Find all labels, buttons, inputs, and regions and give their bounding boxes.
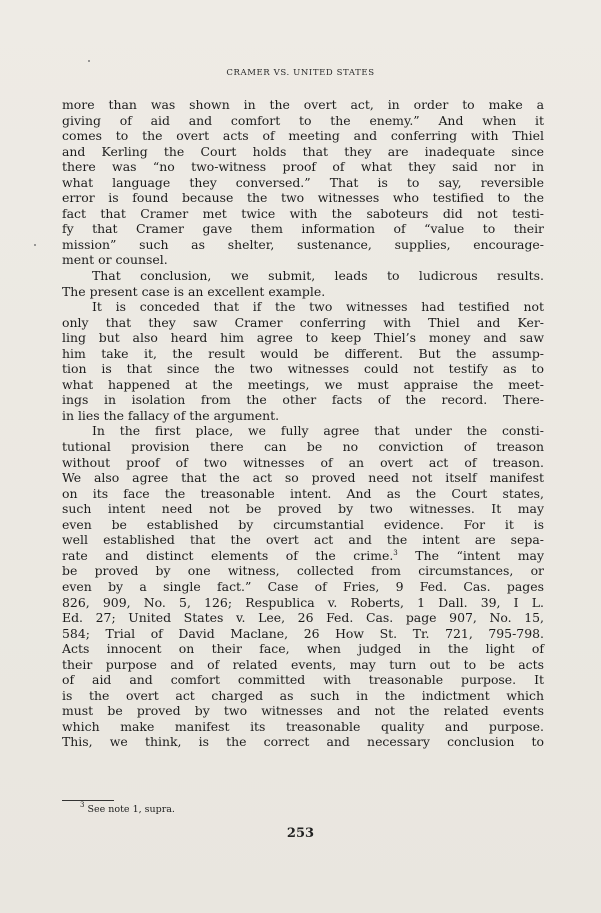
text-line-content: Ed. 27; United States v. Lee, 26 Fed. Cas. page 907, No. 15, bbox=[62, 610, 544, 626]
text-line bbox=[62, 392, 544, 408]
text-line bbox=[62, 315, 544, 331]
text-line-content: 584; Trial of David Maclane, 26 How St. Tr. 721, 795-798. bbox=[62, 625, 544, 641]
scan-speck bbox=[34, 244, 36, 246]
text-line-content: only that they saw Cramer conferring with Thiel and Ker- bbox=[62, 314, 544, 330]
text-line-content: fact that Cramer met twice with the saboteurs did not testi- bbox=[62, 205, 544, 221]
text-line-content: be proved by one witness, collected from circumstances, or bbox=[62, 563, 544, 579]
text-line-content: what happened at the meetings, we must appraise the meet- bbox=[62, 376, 544, 392]
text-line bbox=[62, 330, 544, 346]
text-line bbox=[62, 175, 544, 191]
text-line bbox=[62, 610, 544, 626]
text-line bbox=[62, 517, 544, 533]
text-line-content: We also agree that the act so proved need not itself manifest bbox=[62, 470, 544, 486]
text-line-content: comes to the overt acts of meeting and conferring with Thiel bbox=[62, 128, 544, 144]
text-line bbox=[62, 703, 544, 719]
text-line-content: even be established by circumstantial evidence. For it is bbox=[62, 516, 544, 532]
text-line-content: more than was shown in the overt act, in order to make a bbox=[62, 97, 544, 112]
text-line-content: which make manifest its treasonable quality and purpose. bbox=[62, 718, 544, 734]
text-line-content: tutional provision there can be no conviction of treason bbox=[62, 439, 544, 455]
text-line bbox=[62, 423, 544, 439]
text-line-content: 826, 909, No. 5, 126; Respublica v. Roberts, 1 Dall. 39, I L. bbox=[62, 594, 544, 610]
text-line-content: on its face the treasonable intent. And as the Court states, bbox=[62, 485, 544, 501]
footnote-marker: 3 bbox=[80, 801, 85, 809]
text-line-content: what language they conversed.” That is to say, reversible bbox=[62, 174, 544, 190]
text-line-content: of aid and comfort committed with treasonable purpose. It bbox=[62, 672, 544, 688]
text-line bbox=[62, 672, 544, 688]
footnote-reference: 3 bbox=[393, 548, 398, 557]
body-text bbox=[62, 97, 544, 750]
running-head: CRAMER VS. UNITED STATES bbox=[226, 68, 375, 78]
text-line-content: is the overt act charged as such in the indictment which bbox=[62, 687, 544, 703]
text-line-content: This, we think, is the correct and necessary conclusion to bbox=[62, 734, 544, 750]
text-line bbox=[62, 144, 544, 160]
footnote bbox=[80, 801, 175, 815]
text-line bbox=[62, 377, 544, 393]
text-line bbox=[62, 470, 544, 486]
text-line bbox=[62, 206, 544, 222]
text-line bbox=[62, 346, 544, 362]
text-line bbox=[62, 284, 544, 300]
text-line-content: must be proved by two witnesses and not the related events bbox=[62, 703, 544, 719]
text-line-content: mission” such as shelter, sustenance, supplies, encourage- bbox=[62, 236, 544, 252]
text-line bbox=[62, 439, 544, 455]
text-line-content: giving of aid and comfort to the enemy.” And when it bbox=[62, 112, 544, 128]
text-line-content: even by a single fact.” Case of Fries, 9 Fed. Cas. pages bbox=[62, 578, 544, 594]
text-line bbox=[62, 159, 544, 175]
text-line bbox=[62, 268, 544, 284]
text-line-content: there was “no two-witness proof of what they said nor in bbox=[62, 159, 544, 175]
text-line-content: their purpose and of related events, may turn out to be acts bbox=[62, 656, 544, 672]
text-line bbox=[62, 361, 544, 377]
text-line-content: well established that the overt act and the intent are sepa- bbox=[62, 532, 544, 548]
text-line bbox=[62, 579, 544, 595]
text-line bbox=[62, 221, 544, 237]
text-line-content: tion is that since the two witnesses could not testify as to bbox=[62, 361, 544, 377]
text-line-content: It is conceded that if the two witnesses had testified not bbox=[92, 299, 544, 315]
text-line bbox=[62, 299, 544, 315]
text-line-content: That conclusion, we submit, leads to ludicrous results. bbox=[92, 268, 544, 284]
text-line-content: such intent need not be proved by two witnesses. It may bbox=[62, 501, 544, 517]
text-line bbox=[62, 734, 544, 750]
text-line-continuation: The “intent may bbox=[397, 547, 544, 563]
text-line bbox=[62, 595, 544, 611]
text-line bbox=[62, 626, 544, 642]
text-line bbox=[62, 455, 544, 471]
scan-speck bbox=[88, 60, 90, 62]
text-line bbox=[62, 563, 544, 579]
text-line bbox=[62, 190, 544, 206]
text-line bbox=[62, 252, 544, 268]
text-line bbox=[62, 408, 544, 424]
text-line bbox=[62, 486, 544, 502]
text-line-content: ings in isolation from the other facts of the record. There- bbox=[62, 392, 544, 408]
text-line bbox=[62, 657, 544, 673]
text-line-content: ment or counsel. bbox=[62, 252, 168, 268]
footnote-rule bbox=[62, 800, 114, 801]
text-line-content: In the first place, we fully agree that under the consti- bbox=[92, 423, 544, 439]
text-line bbox=[62, 641, 544, 657]
text-line bbox=[62, 548, 544, 564]
text-line bbox=[62, 501, 544, 517]
text-line bbox=[62, 237, 544, 253]
text-line-content: fy that Cramer gave them information of “value to their bbox=[62, 221, 544, 237]
text-line bbox=[62, 97, 544, 113]
text-line-content: The present case is an excellent example. bbox=[62, 283, 326, 299]
text-line-content: in lies the fallacy of the argument. bbox=[62, 407, 280, 423]
text-line bbox=[62, 113, 544, 129]
footnote-text: See note 1, supra. bbox=[87, 804, 175, 815]
text-line bbox=[62, 532, 544, 548]
text-line-content: without proof of two witnesses of an overt act of treason. bbox=[62, 454, 544, 470]
page-number: 253 bbox=[286, 826, 315, 841]
text-line-content: rate and distinct elements of the crime. bbox=[62, 547, 394, 563]
text-line bbox=[62, 128, 544, 144]
text-line bbox=[62, 688, 544, 704]
text-line-content: him take it, the result would be different. But the assump- bbox=[62, 345, 544, 361]
text-line-content: and Kerling the Court holds that they are inadequate since bbox=[62, 143, 544, 159]
text-line-content: error is found because the two witnesses who testified to the bbox=[62, 190, 544, 206]
text-line-content: Acts innocent on their face, when judged in the light of bbox=[62, 641, 544, 657]
text-line bbox=[62, 719, 544, 735]
text-line-content: ling but also heard him agree to keep Thiel’s money and saw bbox=[62, 330, 544, 346]
